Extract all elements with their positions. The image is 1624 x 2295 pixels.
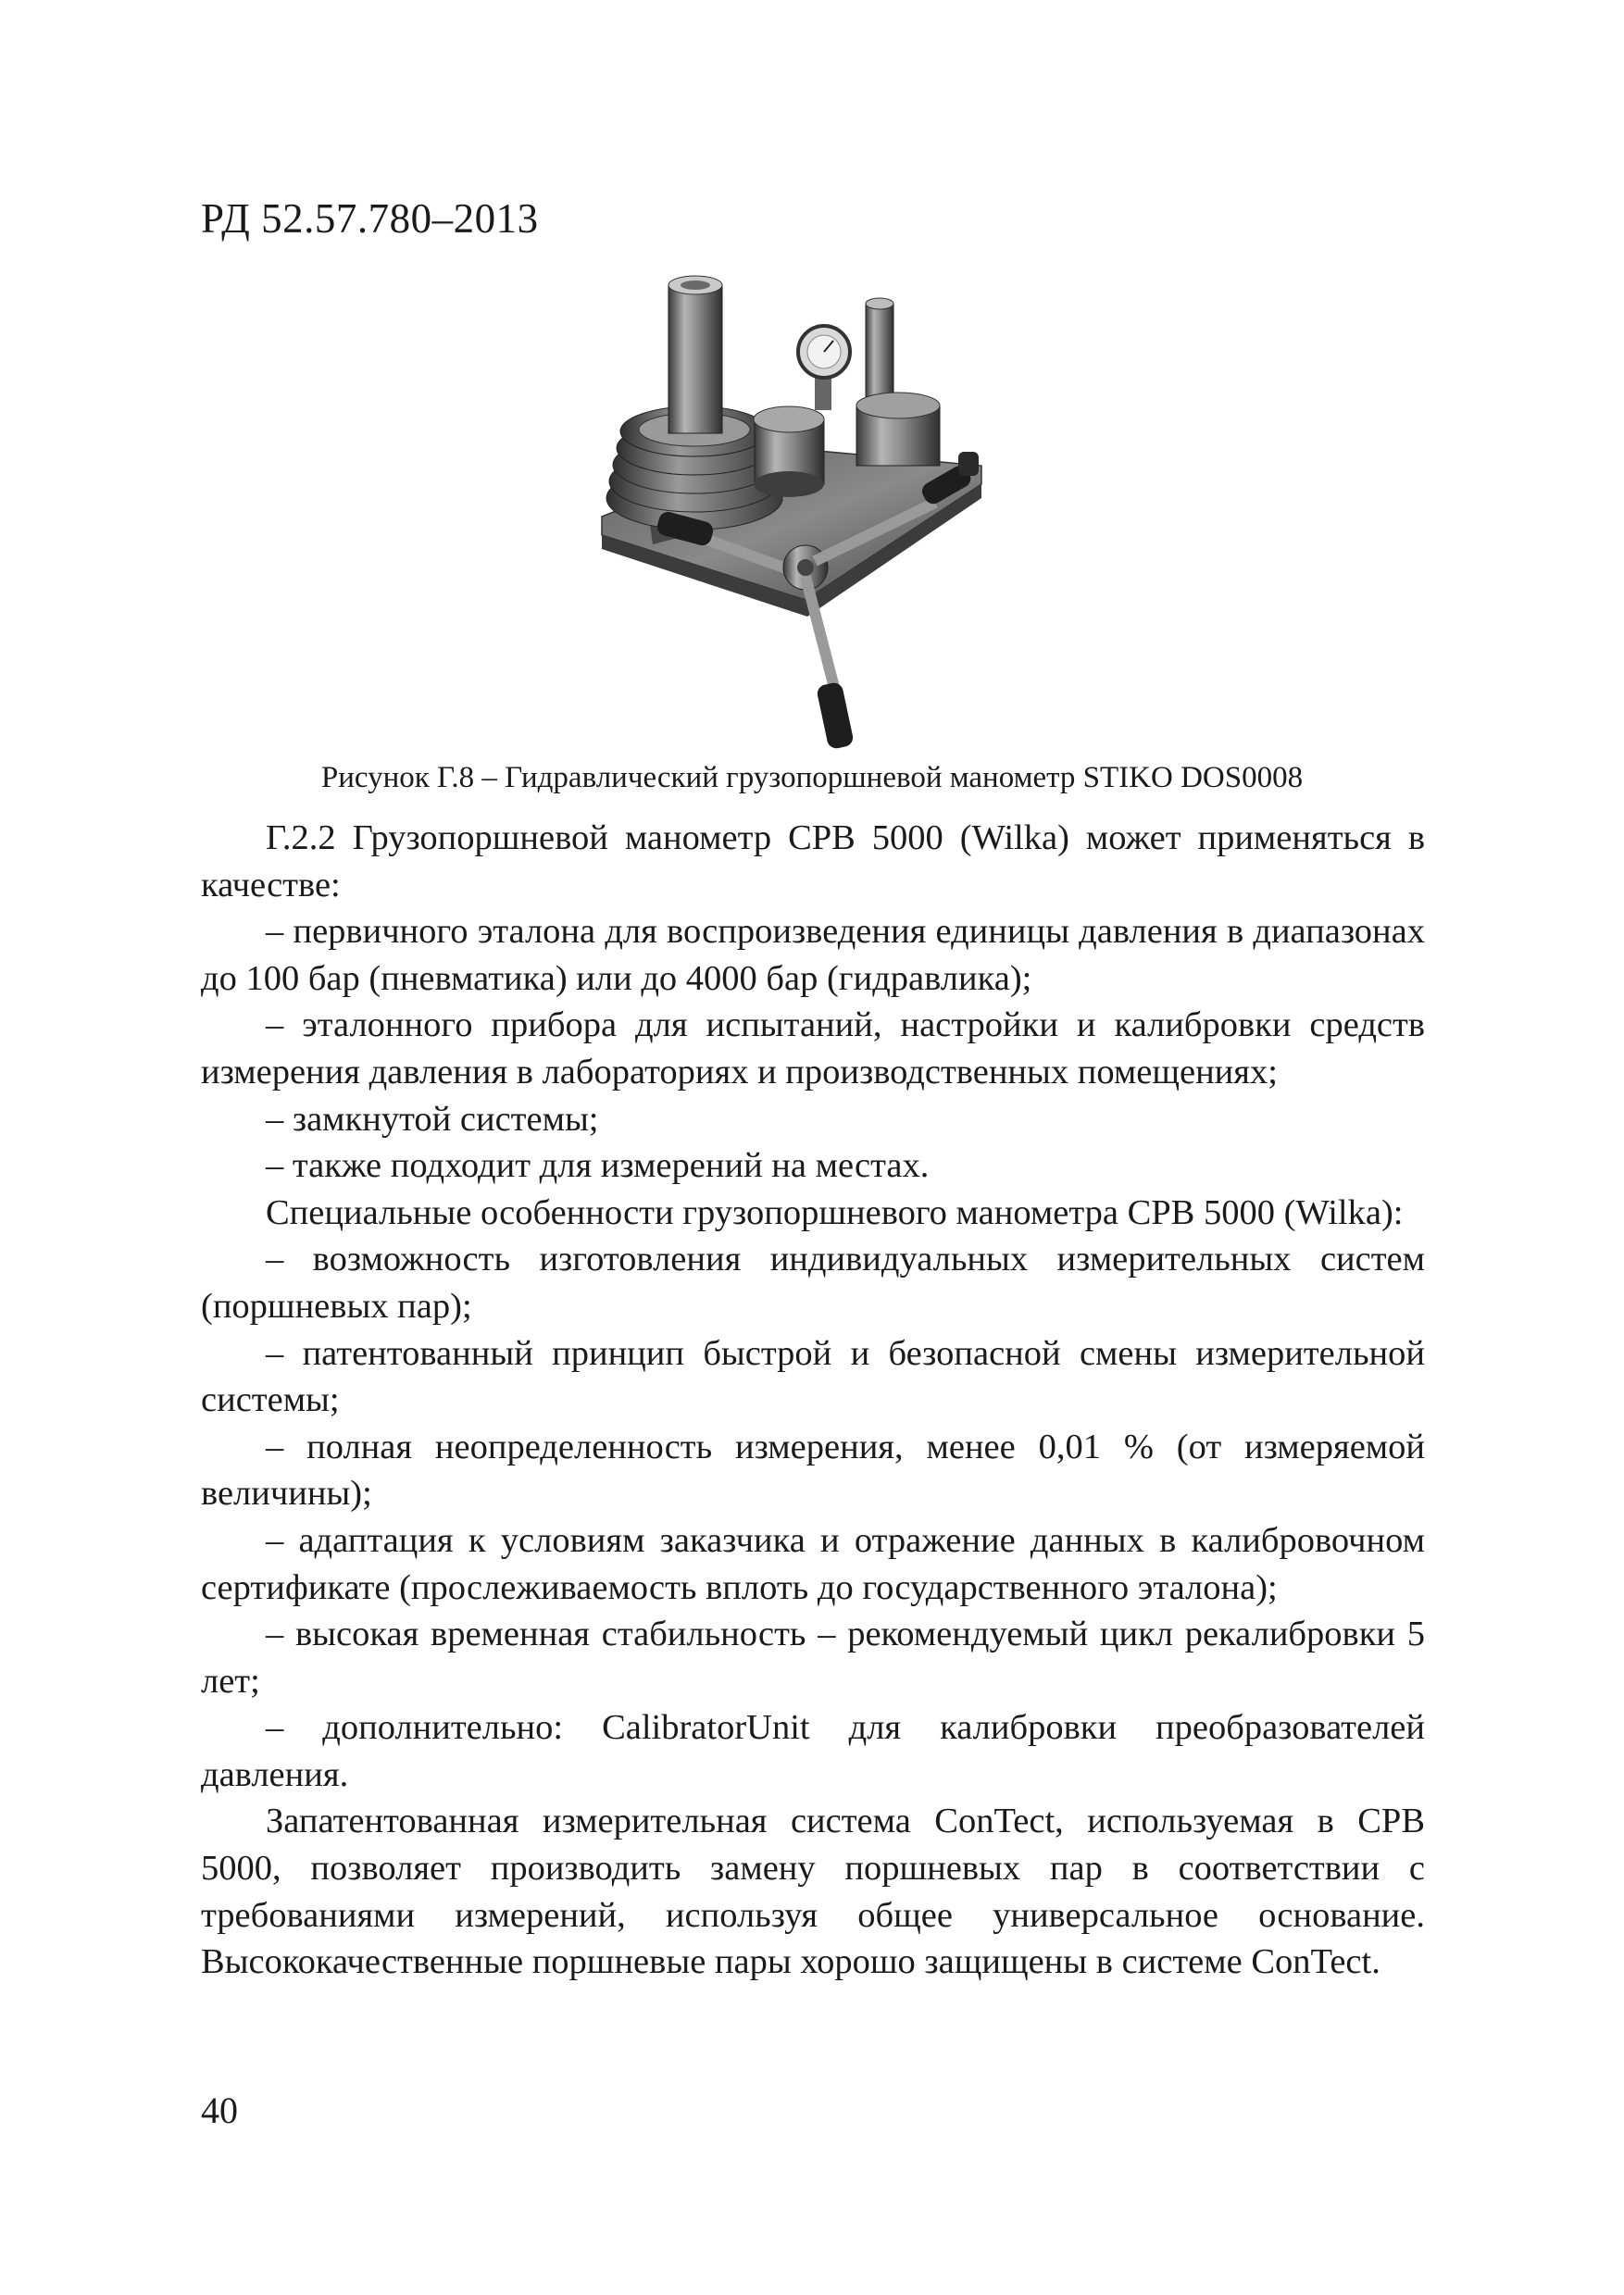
list-item: – патентованный принцип быстрой и безопасной смены измерительной системы; bbox=[201, 1333, 1425, 1420]
list-item: – также подходит для измерений на местах. bbox=[266, 1146, 930, 1186]
list-item: – адаптация к условиям заказчика и отражение данных в калибровочном сертификате (прослеживаемость вплоть до государственного эталона); bbox=[201, 1520, 1425, 1607]
page-number: 40 bbox=[201, 2089, 238, 2131]
paragraph: Г.2.2 Грузопоршневой манометр CPB 5000 (Wilka) может применяться в качестве: bbox=[201, 818, 1425, 904]
figure-caption: Рисунок Г.8 – Гидравлический грузопоршневой манометр STIKO DOS0008 bbox=[320, 761, 1304, 794]
list-item: – возможность изготовления индивидуальных измерительных систем (поршневых пар); bbox=[201, 1240, 1425, 1326]
body-text bbox=[201, 815, 1425, 1986]
list-item: – дополнительно: CalibratorUnit для калибровки преобразователей давления. bbox=[201, 1708, 1425, 1794]
list-item: – высокая временная стабильность – рекомендуемый цикл рекалибровки 5 лет; bbox=[201, 1615, 1425, 1701]
list-item: – замкнутой системы; bbox=[266, 1099, 599, 1139]
paragraph: Запатентованная измерительная система ConTect, используемая в CPB 5000, позволяет производить замену поршневых пар в соответствии с требованиями измерений, используя общее универсальное основание. Высококачественные поршневые пары хорошо защищены в системе ConTect. bbox=[201, 1802, 1425, 1982]
list-item: – эталонного прибора для испытаний, настройки и калибровки средств измерения давления в лабораториях и производственных помещениях; bbox=[201, 1005, 1425, 1091]
list-item: – полная неопределенность измерения, менее 0,01 % (от измеряемой величины); bbox=[201, 1427, 1425, 1514]
hydraulic-deadweight-tester-illustration-icon bbox=[593, 267, 1037, 757]
document-code: РД 52.57.780–2013 bbox=[201, 195, 539, 242]
figure bbox=[593, 267, 1037, 757]
paragraph: Специальные особенности грузопоршневого манометра CPB 5000 (Wilka): bbox=[266, 1192, 1404, 1232]
list-item: – первичного эталона для воспроизведения единицы давления в диапазонах до 100 бар (пневматика) или до 4000 бар (гидравлика); bbox=[201, 912, 1425, 998]
